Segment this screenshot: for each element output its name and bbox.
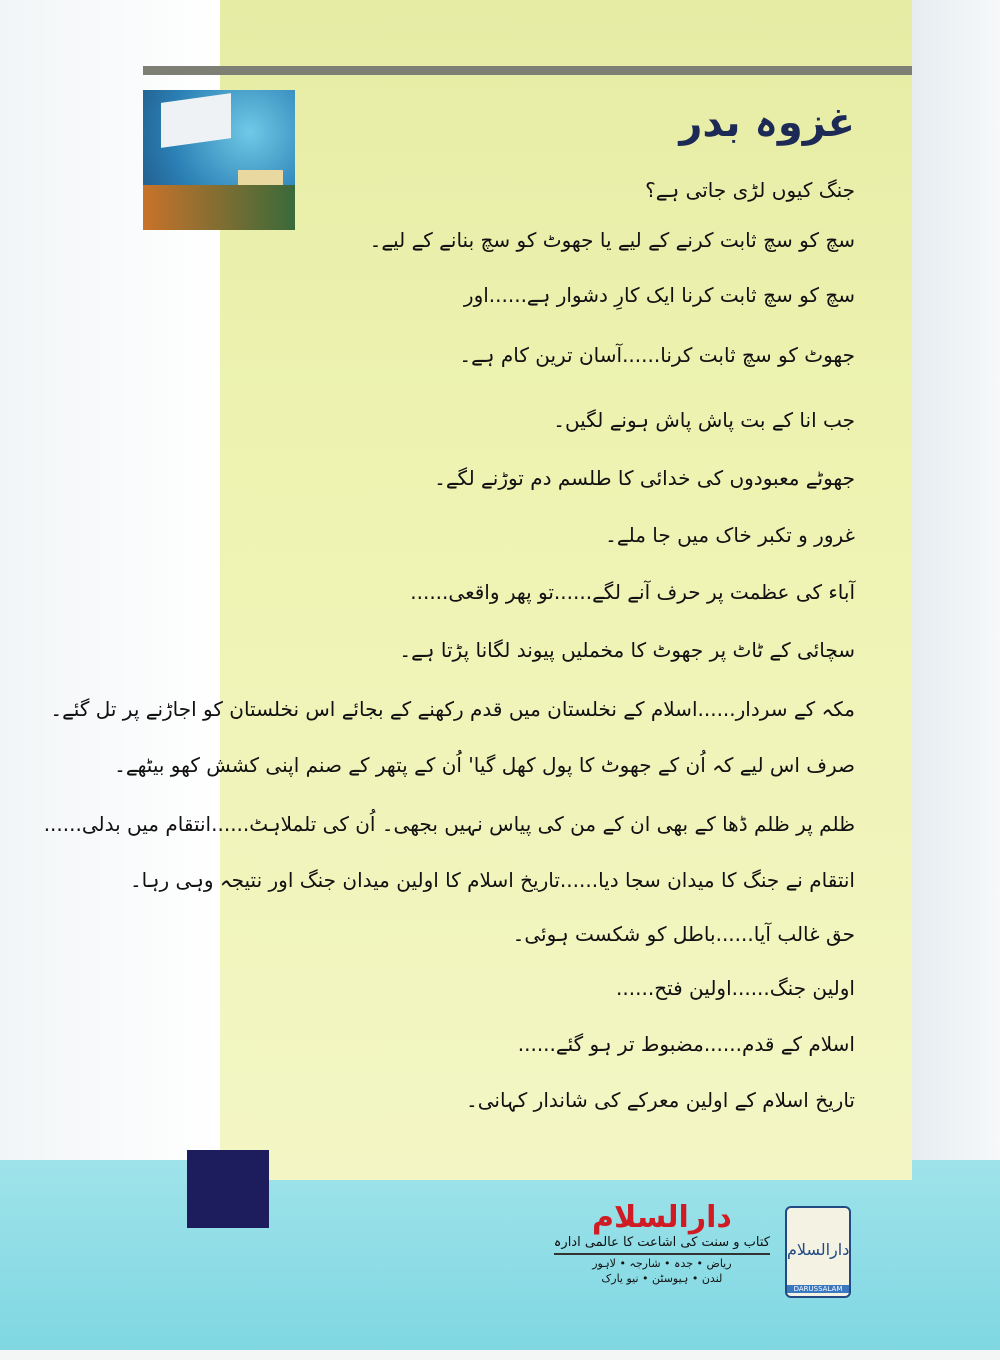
text-line: جب انا کے بت پاش پاش ہونے لگیں۔ (553, 408, 855, 432)
text-line: سچائی کے ٹاٹ پر جھوٹ کا مخملیں پیوند لگانا پڑتا ہے۔ (399, 638, 855, 662)
publisher-cities: ریاض • جدہ • شارجہ • لاہور (592, 1257, 732, 1270)
text-line: صرف اس لیے کہ اُن کے جھوٹ کا پول کھل گیا' اُن کے پتھر کے صنم اپنی کشش کھو بیٹھے۔ (114, 753, 855, 777)
book-title: غزوہ بدر (679, 100, 855, 146)
text-line: انتقام نے جنگ کا میدان سجا دیا......تاریخ اسلام کا اولین میدان جنگ اور نتیجہ وہی رہا۔ (129, 868, 855, 892)
text-line: سچ کو سچ ثابت کرنے کے لیے یا جھوٹ کو سچ بنانے کے لیے۔ (369, 228, 855, 252)
emblem-urdu: دارالسلام (787, 1240, 850, 1259)
text-line: جھوٹ کو سچ ثابت کرنا......آسان ترین کام ہے۔ (459, 343, 855, 367)
text-line: سچ کو سچ ثابت کرنا ایک کارِ دشوار ہے......اور (463, 283, 855, 307)
text-line: جھوٹے معبودوں کی خدائی کا طلسم دم توڑنے لگے۔ (434, 466, 855, 490)
darussalam-emblem-icon (785, 1206, 851, 1298)
text-line: اولین جنگ......اولین فتح...... (616, 976, 855, 1000)
ground (143, 185, 295, 230)
emblem-english: DARUSSALAM (787, 1285, 849, 1293)
navy-square (187, 1150, 269, 1228)
text-line: غرور و تکبر خاک میں جا ملے۔ (605, 523, 855, 547)
text-line: اسلام کے قدم......مضبوط تر ہو گئے...... (517, 1032, 855, 1056)
top-rule (143, 66, 912, 75)
text-line: تاریخ اسلام کے اولین معرکے کی شاندار کہانی۔ (466, 1088, 855, 1112)
publisher-tagline: کتاب و سنت کی اشاعت کا عالمی ادارہ (554, 1235, 770, 1255)
cover-illustration (143, 90, 295, 230)
text-line: جنگ کیوں لڑی جاتی ہے؟ (645, 178, 855, 202)
publisher-cities: لندن • ہیوسٹن • نیو یارک (601, 1272, 723, 1285)
right-margin (912, 0, 1000, 1160)
publisher-logo (554, 1200, 770, 1285)
text-line: آباء کی عظمت پر حرف آنے لگے......تو پھر واقعی...... (410, 580, 855, 604)
publisher-name: دارالسلام (592, 1200, 732, 1235)
text-line: حق غالب آیا......باطل کو شکست ہوئی۔ (512, 922, 855, 946)
flag-icon (161, 93, 231, 148)
text-line: ظلم پر ظلم ڈھا کے بھی ان کے من کی پیاس نہیں بجھی۔ اُن کی تلملاہٹ......انتقام میں بدلی...... (43, 812, 855, 836)
text-line: مکہ کے سردار......اسلام کے نخلستان میں قدم رکھنے کے بجائے اس نخلستان کو اجاڑنے پر تل گئے۔ (50, 697, 855, 721)
